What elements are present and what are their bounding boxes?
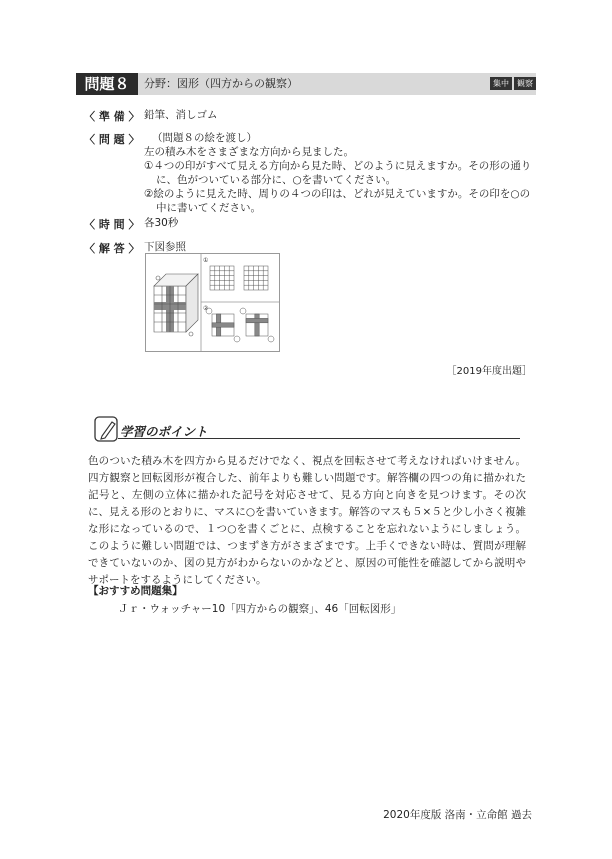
question-number: 問題８ xyxy=(76,73,138,95)
answer-value: 下図参照 xyxy=(144,241,186,253)
point-body: 色のついた積み木を四方から見るだけでなく、視点を回転させて考えなければいけません。四方観察と回転図形が複合した、前年よりも難しい問題です。解答欄の四つの角に描かれた記号と、左側の立体に描かれた記号を対応させて、見る方向と向きを見つけます。その次に、見える形のとおりに、マスに○を書いていきます。解答のマスも５×５と少し小さく複雑な形になっているので、１つ○を書くごとに、点検することを忘れないようにしましょう。このように難しい問題では、つまずき方がさまざまです。上手くできない時は、質問が理解できていないのか、図の見方がわからないのかなどと、原因の可能性を確認してから説明やサポートをするようにしてください。 xyxy=(88,455,526,586)
time-value: 各30秒 xyxy=(144,217,179,229)
footer-text: 2020年度版 洛南・立命館 過去 xyxy=(383,809,532,821)
recommend-item: Ｊｒ・ウォッチャー10「四方からの観察」、46「回転図形」 xyxy=(118,603,402,615)
problem-line: （問題８の絵を渡し） xyxy=(152,132,257,144)
pencil-icon xyxy=(94,414,122,444)
time-label: 〈 時 間 〉 xyxy=(84,218,140,231)
problem-text xyxy=(144,131,534,215)
grid-2b xyxy=(240,308,274,342)
recommend-title: 【おすすめ問題集】 xyxy=(88,585,183,597)
panel-1-marker: ① xyxy=(203,257,209,264)
problem-line: 左の積み木をさまざまな方向から見ました。 xyxy=(144,146,354,158)
tag-group xyxy=(490,77,536,90)
problem-label: 〈 問 題 〉 xyxy=(84,133,140,146)
problem-line: ②絵のように見えた時、周りの４つの印は、どれが見えていますか。その印を○の中に書いてください。 xyxy=(144,188,531,214)
answer-figure-drawing xyxy=(146,254,279,351)
answer-figure xyxy=(145,253,280,352)
point-title: 学習のポイント xyxy=(120,424,208,439)
grid-1b xyxy=(244,266,268,290)
prep-value: 鉛筆、消しゴム xyxy=(144,109,218,121)
answer-label: 〈 解 答 〉 xyxy=(84,242,140,255)
tag-concentration: 集中 xyxy=(490,77,512,90)
tag-observation: 観察 xyxy=(514,77,536,90)
prep-label: 〈 準 備 〉 xyxy=(84,110,140,123)
grid-1a xyxy=(210,266,234,290)
cube-drawing xyxy=(154,274,198,336)
grid-2a xyxy=(206,308,240,342)
problem-line: ①４つの印がすべて見える方向から見た時、どのように見えますか。その形の通りに、色がついている部分に、○を書いてください。 xyxy=(144,160,532,186)
point-divider xyxy=(118,438,520,439)
year-note: ［2019年度出題］ xyxy=(446,366,532,377)
panel-2-marker: ② xyxy=(203,305,209,312)
subject-label: 分野：図形（四方からの観察） xyxy=(144,77,298,90)
